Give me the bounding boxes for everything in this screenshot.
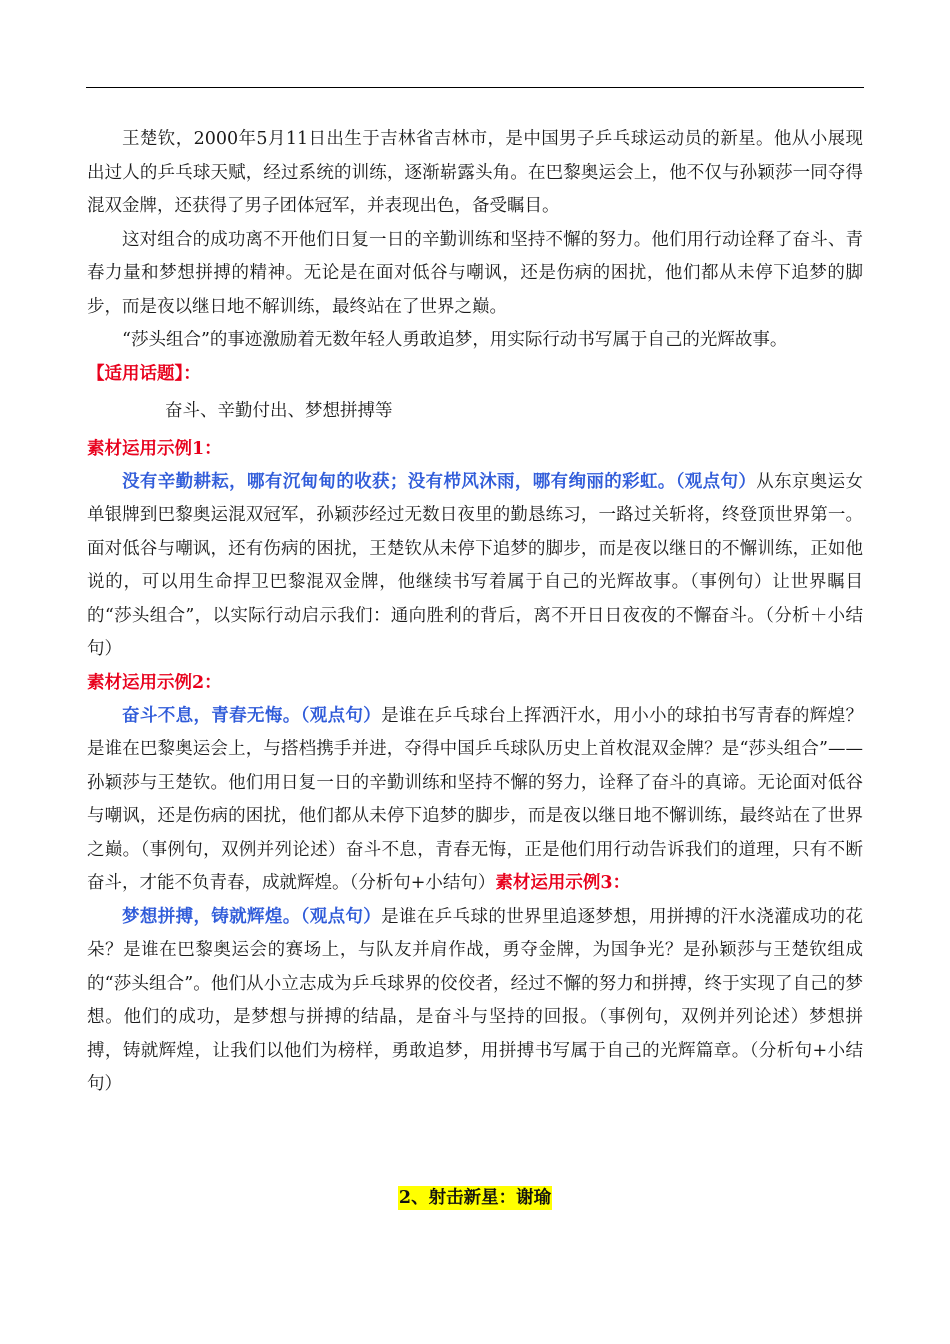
example-2-heading: 素材运用示例2： [87, 672, 222, 693]
applicable-topics-text: 奋斗、辛勤付出、梦想拼搏等 [165, 400, 393, 421]
example-2-viewpoint: 奋斗不息，青春无悔。（观点句） [122, 705, 382, 726]
example-2-body: 是谁在乒乓球台上挥洒汗水，用小小的球拍书写青春的辉煌？是谁在巴黎奥运会上，与搭档携手并进，夺得中国乒乓球队历史上首枚混双金牌？是“莎头组合”——孙颖莎与王楚钦。他们用日复一日的辛勤训练和坚持不懈的努力，诠释了奋斗的真谛。无论面对低谷与嘲讽，还是伤病的困扰，他们都从未停下追梦的脚步，而是夜以继日地不懈训练，最终站在了世界之巅。（事例句，双例并列论述）奋斗不息，青春无悔，正是他们用行动告诉我们的道理，只有不断奋斗，才能不负青春，成就辉煌。（分析句+小结句） [87, 705, 864, 893]
applicable-topics-heading: 【适用话题】： [87, 363, 201, 384]
intro-paragraph-3: “莎头组合”的事迹激励着无数年轻人勇敢追梦，用实际行动书写属于自己的光辉故事。 [122, 330, 788, 350]
example-3-heading: 素材运用示例3： [495, 873, 631, 893]
example-2-paragraph [87, 700, 863, 901]
section-title: 2、射击新星：谢瑜 [398, 1188, 552, 1208]
example-3-paragraph [87, 901, 863, 1102]
example-3-viewpoint: 梦想拼搏，铸就辉煌。（观点句） [122, 906, 382, 927]
example-1-heading: 素材运用示例1： [87, 438, 222, 459]
section-title-container [0, 1186, 950, 1210]
example-1-viewpoint: 没有辛勤耕耘，哪有沉甸甸的收获；没有栉风沐雨，哪有绚丽的彩虹。（观点句） [122, 471, 757, 492]
example-3-body: 是谁在乒乓球的世界里追逐梦想，用拼搏的汗水浇灌成功的花朵？是谁在巴黎奥运会的赛场上，与队友并肩作战，勇夺金牌，为国争光？是孙颖莎与王楚钦组成的“莎头组合”。他们从小立志成为乒乓球界的佼佼者，经过不懈的努力和拼搏，终于实现了自己的梦想。他们的成功，是梦想与拼搏的结晶，是奋斗与坚持的回报。（事例句，双例并列论述）梦想拼搏，铸就辉煌，让我们以他们为榜样，勇敢追梦，用拼搏书写属于自己的光辉篇章。（分析句+小结句） [87, 906, 864, 1094]
document-body [87, 123, 863, 1102]
example-1-body: 从东京奥运女单银牌到巴黎奥运混双冠军，孙颖莎经过无数日夜里的勤恳练习，一路过关斩将，终登顶世界第一。面对低谷与嘲讽，还有伤病的困扰，王楚钦从未停下追梦的脚步，而是夜以继日的不懈训练，正如他说的，可以用生命捍卫巴黎混双金牌，他继续书写着属于自己的光辉故事。（事例句）让世界瞩目的“莎头组合”，以实际行动启示我们：通向胜利的背后，离不开日日夜夜的不懈奋斗。（分析＋小结句） [87, 471, 864, 659]
example-1-paragraph [87, 466, 863, 667]
header-rule [86, 87, 864, 88]
intro-paragraph-1: 王楚钦，2000年5月11日出生于吉林省吉林市，是中国男子乒乓球运动员的新星。他从小展现出过人的乒乓球天赋，经过系统的训练，逐渐崭露头角。在巴黎奥运会上，他不仅与孙颖莎一同夺得混双金牌，还获得了男子团体冠军，并表现出色，备受瞩目。 [87, 129, 863, 216]
intro-paragraph-2: 这对组合的成功离不开他们日复一日的辛勤训练和坚持不懈的努力。他们用行动诠释了奋斗、青春力量和梦想拼搏的精神。无论是在面对低谷与嘲讽，还是伤病的困扰，他们都从未停下追梦的脚步，而是夜以继日地不解训练，最终站在了世界之巅。 [87, 229, 863, 317]
